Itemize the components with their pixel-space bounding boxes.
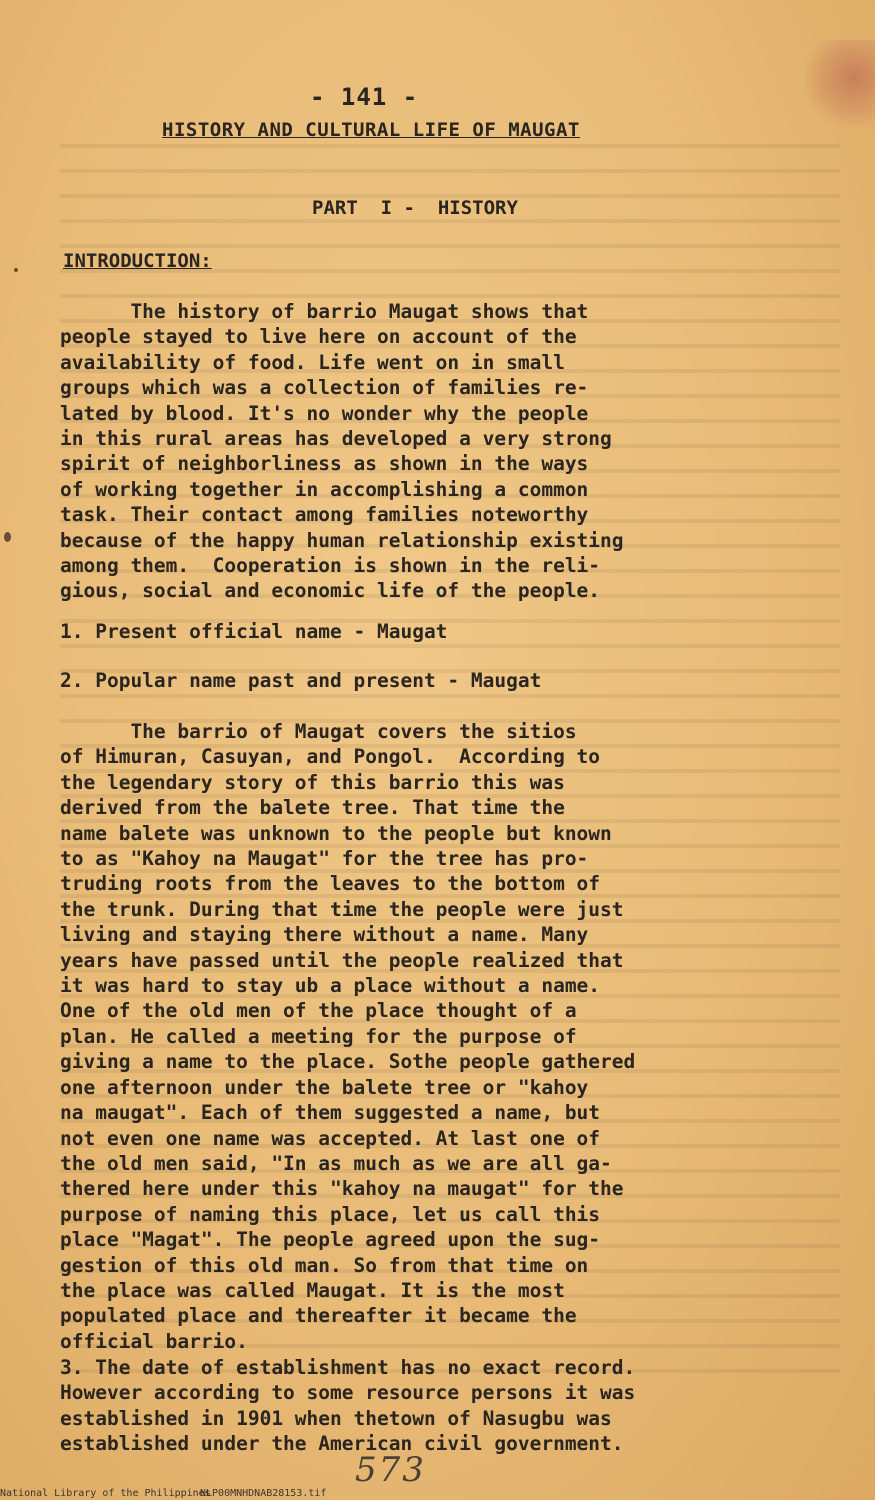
text-line: established in 1901 when thetown of Nasugbu was [60, 1406, 612, 1430]
text-line: the trunk. During that time the people were just [60, 897, 624, 921]
text-line: truding roots from the leaves to the bottom of [60, 872, 601, 896]
text-line: availability of food. Life went on in small [60, 350, 565, 374]
text-line: groups which was a collection of families re- [60, 376, 589, 400]
text-line: giving a name to the place. Sothe people gathered [60, 1050, 636, 1074]
archive-footer: National Library of the Philippines [0, 1488, 211, 1499]
establishment-paragraph [60, 1355, 860, 1457]
text-line: lated by blood. It's no wonder why the people [60, 401, 589, 425]
page-number: - 141 - [310, 83, 419, 111]
text-line: in this rural areas has developed a very strong [60, 427, 612, 451]
text-line: of Himuran, Casuyan, and Pongol. According to [60, 745, 601, 769]
text-line: the legendary story of this barrio this was [60, 770, 565, 794]
text-line: not even one name was accepted. At last one of [60, 1126, 601, 1150]
text-line: because of the happy human relationship existing [60, 528, 624, 552]
text-line: place "Magat". The people agreed upon the sug- [60, 1228, 601, 1252]
text-line: The history of barrio Maugat shows that [60, 300, 589, 323]
text-line: One of the old men of the place thought of a [60, 999, 577, 1023]
text-line: among them. Cooperation is shown in the reli- [60, 554, 601, 578]
item-popular-name: 2. Popular name past and present - Maugat [60, 669, 542, 692]
ink-dot [4, 532, 11, 542]
page-title: HISTORY AND CULTURAL LIFE OF MAUGAT [162, 119, 580, 141]
paper-stain [805, 40, 875, 135]
text-line: The barrio of Maugat covers the sitios [60, 720, 577, 743]
text-line: na maugat". Each of them suggested a name, but [60, 1101, 601, 1125]
text-line: spirit of neighborliness as shown in the ways [60, 452, 589, 476]
text-line: of working together in accomplishing a common [60, 477, 589, 501]
text-line: one afternoon under the balete tree or "kahoy [60, 1075, 589, 1099]
text-line: gious, social and economic life of the people. [60, 579, 601, 603]
intro-paragraph [60, 299, 860, 604]
text-line: the old men said, "In as much as we are all ga- [60, 1151, 612, 1175]
history-paragraph [60, 719, 860, 1354]
text-line: name balete was unknown to the people but known [60, 821, 612, 845]
text-line: the place was called Maugat. It is the most [60, 1278, 565, 1302]
text-line: task. Their contact among families noteworthy [60, 503, 589, 527]
text-line: derived from the balete tree. That time the [60, 796, 565, 820]
text-line: living and staying there without a name. Many [60, 923, 589, 947]
text-line: However according to some resource persons it was [60, 1381, 636, 1405]
text-line: official barrio. [60, 1329, 248, 1353]
text-line: thered here under this "kahoy na maugat" for the [60, 1177, 624, 1201]
ink-dot [14, 268, 18, 272]
text-line: it was hard to stay ub a place without a name. [60, 974, 601, 998]
text-line: years have passed until the people realized that [60, 948, 624, 972]
text-line: gestion of this old man. So from that time on [60, 1253, 589, 1277]
part-heading: PART I - HISTORY [312, 197, 518, 219]
text-line: purpose of naming this place, let us call this [60, 1202, 601, 1226]
text-line: plan. He called a meeting for the purpose of [60, 1024, 577, 1048]
handwritten-page-number: 573 [355, 1450, 426, 1490]
text-line: populated place and thereafter it became the [60, 1304, 577, 1328]
scan-filename: NLP00MNHDNAB28153.tif [200, 1488, 327, 1499]
text-line: 3. The date of establishment has no exact record. [60, 1356, 636, 1379]
text-line: to as "Kahoy na Maugat" for the tree has pro- [60, 847, 589, 871]
text-line: people stayed to live here on account of the [60, 325, 577, 349]
item-official-name: 1. Present official name - Maugat [60, 620, 448, 643]
text-line: established under the American civil government. [60, 1432, 624, 1456]
section-heading: INTRODUCTION: [63, 250, 212, 272]
